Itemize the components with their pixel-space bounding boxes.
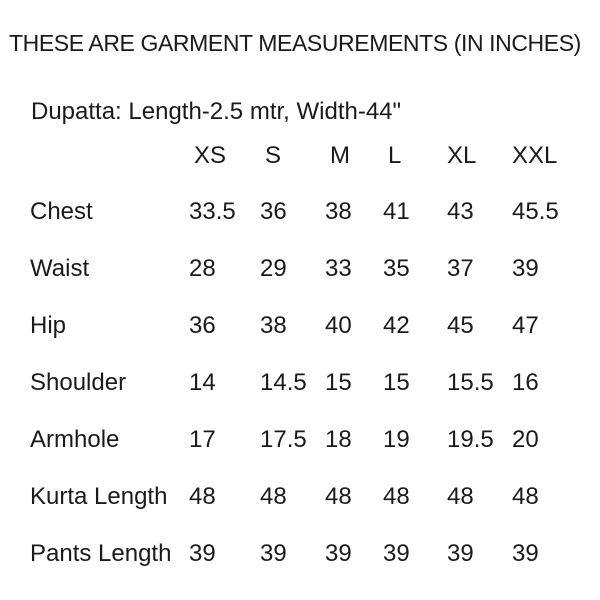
measurement-value: 17 <box>189 426 216 453</box>
measurement-value: 36 <box>189 312 216 339</box>
row-label: Armhole <box>30 426 120 453</box>
measurement-value: 20 <box>512 426 539 453</box>
measurement-value: 16 <box>512 369 539 396</box>
size-header-empty-cell <box>30 142 189 198</box>
measurement-value: 36 <box>260 198 287 225</box>
measurement-value: 45 <box>447 312 474 339</box>
row-label: Pants Length <box>30 540 172 567</box>
row-label: Shoulder <box>30 369 127 396</box>
measurement-value: 33.5 <box>189 198 236 225</box>
measurement-value: 33 <box>325 255 352 282</box>
measurement-value: 39 <box>512 540 539 567</box>
measurement-value: 39 <box>325 540 352 567</box>
measurement-value: 39 <box>189 540 216 567</box>
size-table <box>30 142 570 597</box>
measurement-value: 17.5 <box>260 426 307 453</box>
measurement-value: 18 <box>325 426 352 453</box>
measurement-value: 48 <box>260 483 287 510</box>
measurement-value: 48 <box>189 483 216 510</box>
measurement-value: 39 <box>512 255 539 282</box>
measurement-value: 14.5 <box>260 369 307 396</box>
measurement-value: 40 <box>325 312 352 339</box>
table-row-kurta-length <box>30 483 570 540</box>
table-row-pants-length <box>30 540 570 597</box>
measurement-value: 14 <box>189 369 216 396</box>
measurement-value: 28 <box>189 255 216 282</box>
measurement-value: 37 <box>447 255 474 282</box>
measurement-value: 15 <box>325 369 352 396</box>
measurement-value: 19 <box>383 426 410 453</box>
measurement-value: 29 <box>260 255 287 282</box>
table-row-chest <box>30 198 570 255</box>
table-row-armhole <box>30 426 570 483</box>
table-row-waist <box>30 255 570 312</box>
measurement-value: 41 <box>383 198 410 225</box>
measurement-value: 39 <box>260 540 287 567</box>
measurement-value: 43 <box>447 198 474 225</box>
row-label: Hip <box>30 312 67 339</box>
size-header-row <box>30 142 570 198</box>
measurement-value: 48 <box>447 483 474 510</box>
measurement-value: 48 <box>383 483 410 510</box>
measurement-value: 38 <box>260 312 287 339</box>
measurement-value: 19.5 <box>447 426 494 453</box>
measurement-value: 39 <box>447 540 474 567</box>
measurement-value: 42 <box>383 312 410 339</box>
measurement-value: 15.5 <box>447 369 494 396</box>
row-label: Waist <box>30 255 90 282</box>
size-header-xxl: XXL <box>512 142 558 169</box>
measurement-value: 39 <box>383 540 410 567</box>
measurement-value: 35 <box>383 255 410 282</box>
size-header-xl: XL <box>447 142 477 169</box>
row-label: Kurta Length <box>30 483 168 510</box>
measurement-value: 47 <box>512 312 539 339</box>
measurement-value: 45.5 <box>512 198 559 225</box>
table-row-hip <box>30 312 570 369</box>
measurement-value: 48 <box>325 483 352 510</box>
measurement-value: 15 <box>383 369 410 396</box>
table-row-shoulder <box>30 369 570 426</box>
size-header-s: S <box>265 142 282 169</box>
measurement-value: 38 <box>325 198 352 225</box>
dupatta-note: Dupatta: Length-2.5 mtr, Width-44" <box>31 98 402 125</box>
size-header-xs: XS <box>194 142 227 169</box>
size-header-m: M <box>330 142 350 169</box>
page-title: THESE ARE GARMENT MEASUREMENTS (IN INCHES) <box>9 30 581 56</box>
size-header-l: L <box>388 142 402 169</box>
row-label: Chest <box>30 198 93 225</box>
measurement-value: 48 <box>512 483 539 510</box>
